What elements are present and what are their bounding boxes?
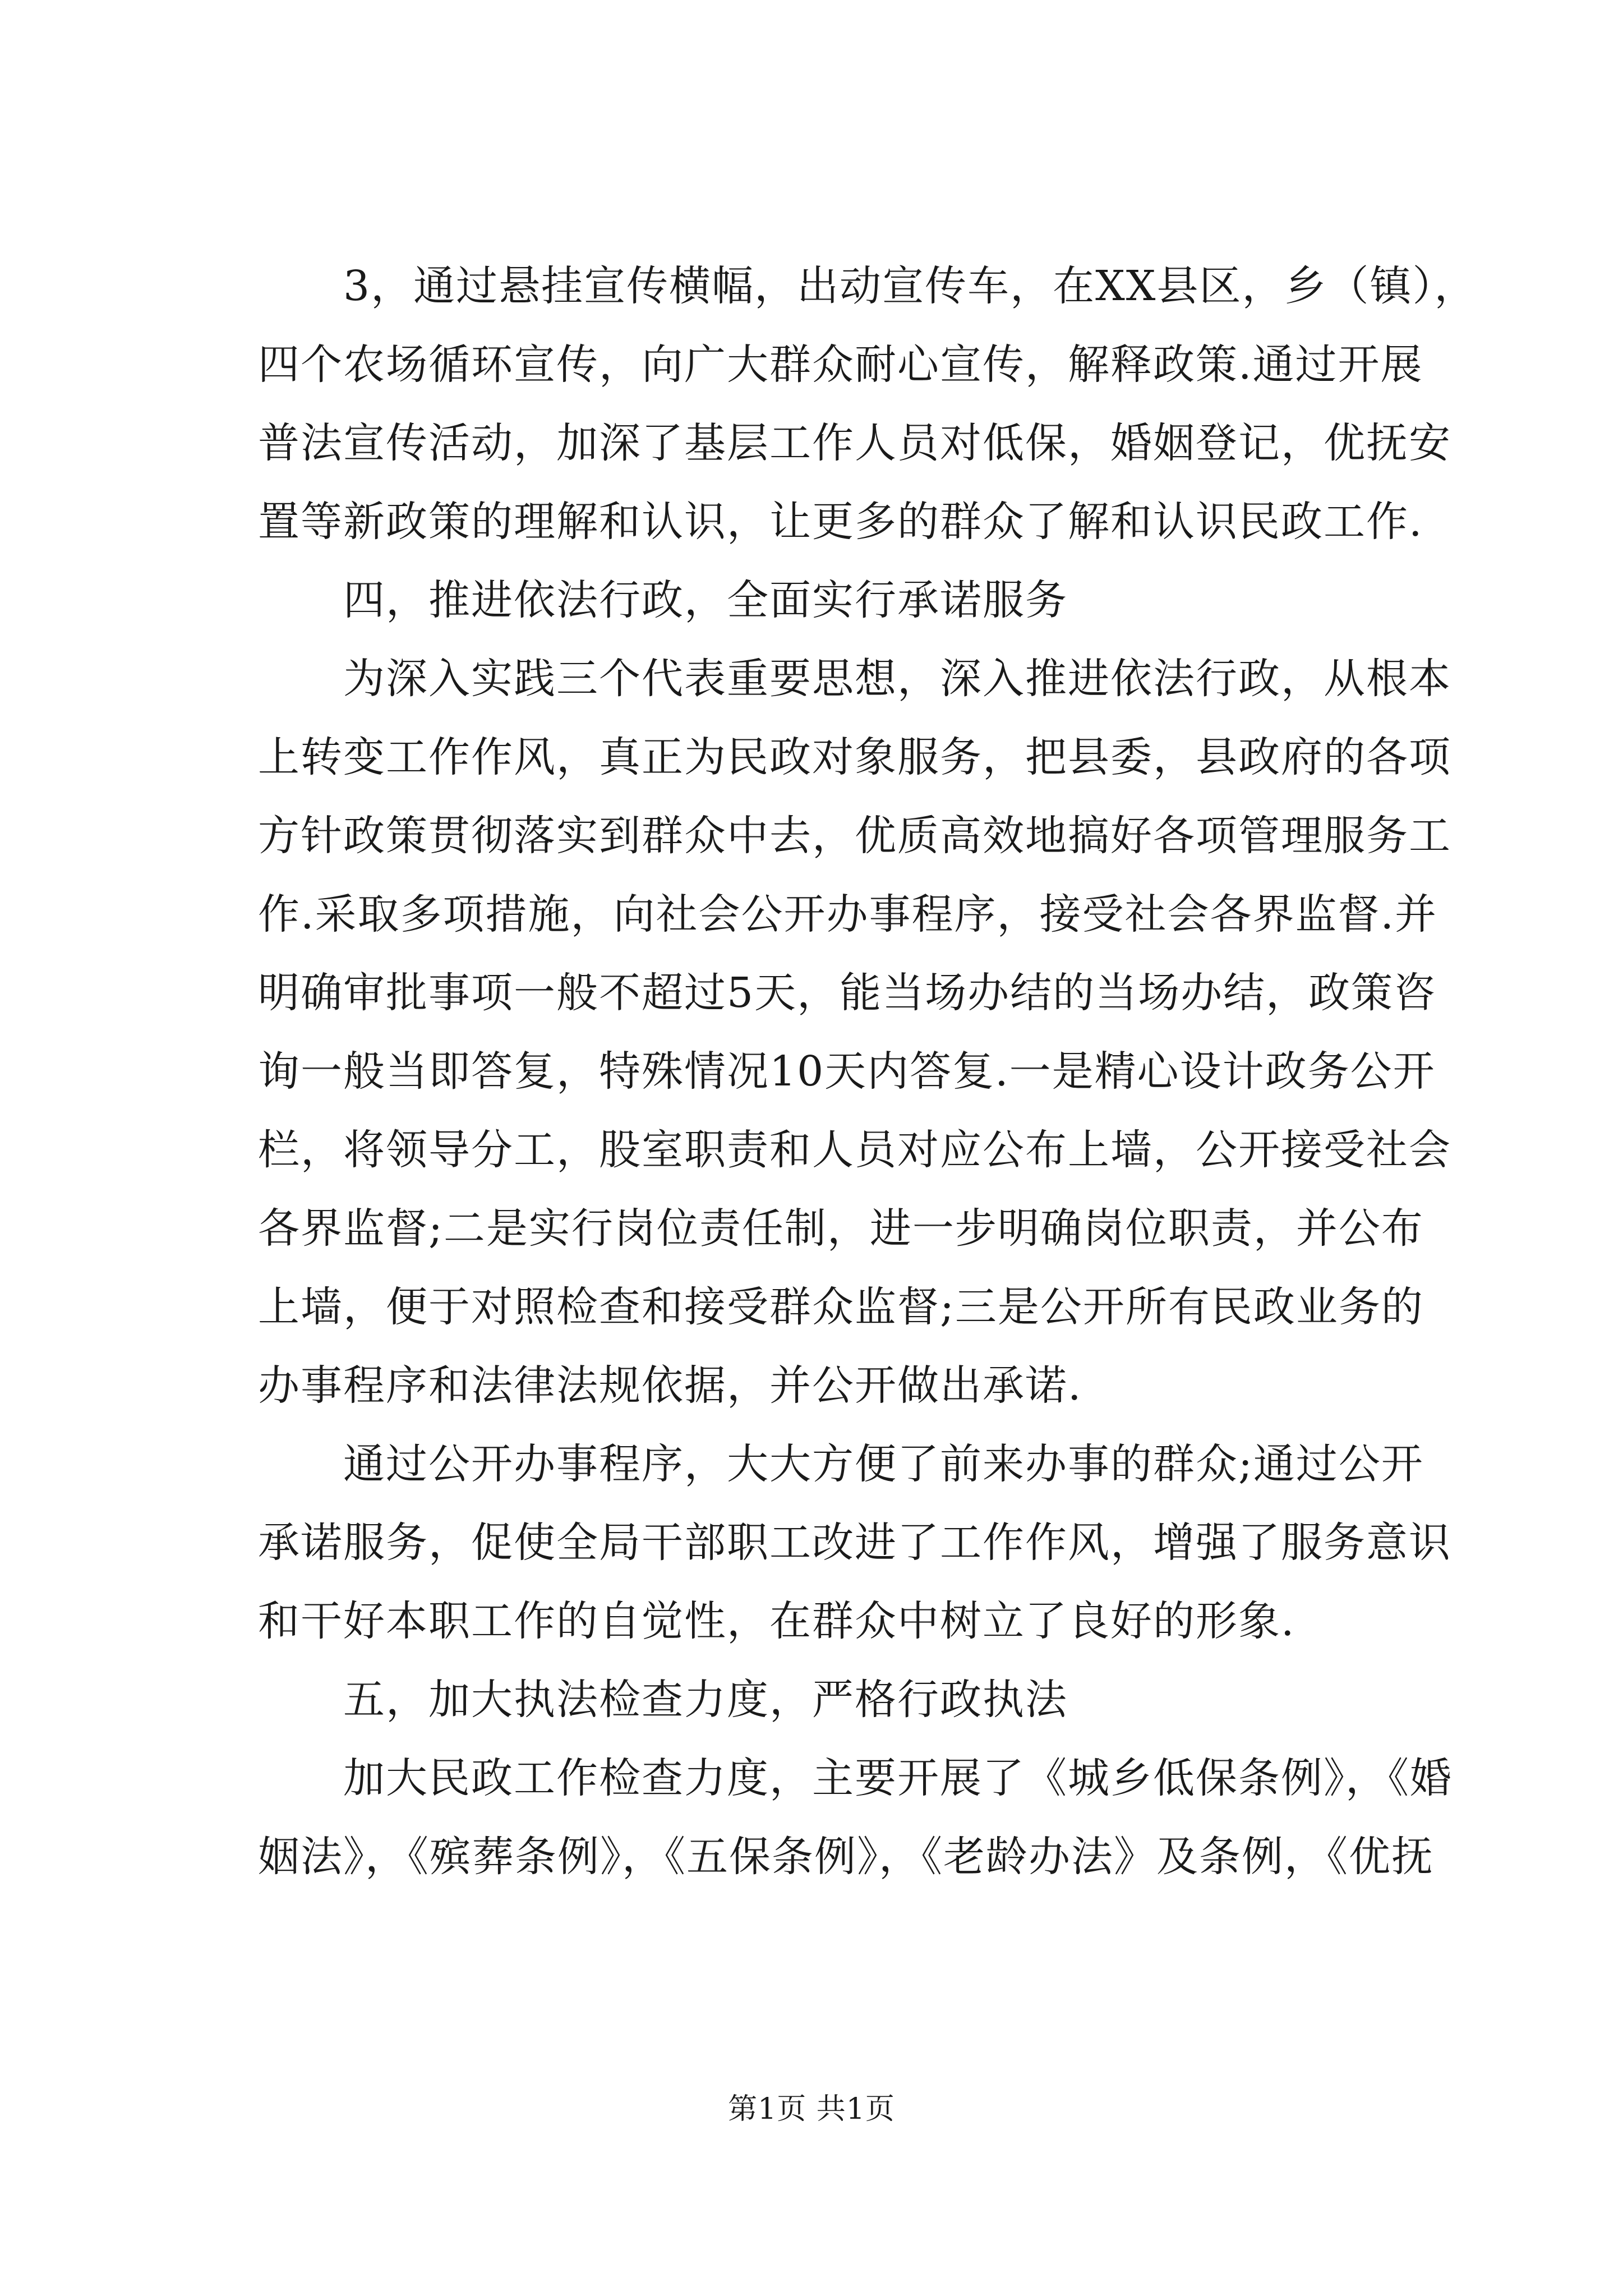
- text-line: 四个农场循环宣传，向广大群众耐心宣传，解释政策.通过开展: [258, 341, 1423, 389]
- document-body: [258, 247, 1477, 1896]
- text-line: 通过公开办事程序，大大方便了前来办事的群众;通过公开: [258, 1440, 1424, 1488]
- text-line: 置等新政策的理解和认识，让更多的群众了解和认识民政工作.: [258, 498, 1423, 546]
- text-line: 各界监督;二是实行岗位责任制，进一步明确岗位职责，并公布: [258, 1204, 1424, 1253]
- text-line: 方针政策贯彻落实到群众中去，优质高效地搞好各项管理服务工: [258, 812, 1451, 860]
- text-line: 上转变工作作风，真正为民政对象服务，把县委，县政府的各项: [258, 733, 1451, 781]
- text-line: 上墙，便于对照检查和接受群众监督;三是公开所有民政业务的: [258, 1283, 1424, 1331]
- text-line: 加大民政工作检查力度，主要开展了《城乡低保条例》，《婚: [258, 1754, 1453, 1802]
- text-line: 明确审批事项一般不超过5天，能当场办结的当场办结，政策咨: [258, 969, 1437, 1017]
- text-line: 询一般当即答复，特殊情况10天内答复.一是精心设计政务公开: [258, 1047, 1436, 1096]
- section-heading: 四，推进依法行政，全面实行承诺服务: [258, 576, 1068, 624]
- text-line: 3，通过悬挂宣传横幅，出动宣传车，在XX县区，乡（镇），: [258, 262, 1477, 310]
- text-line: 栏，将领导分工，股室职责和人员对应公布上墙，公开接受社会: [258, 1126, 1451, 1174]
- text-line: 办事程序和法律法规依据，并公开做出承诺.: [258, 1361, 1082, 1410]
- text-line: 和干好本职工作的自觉性，在群众中树立了良好的形象.: [258, 1597, 1295, 1645]
- text-line: 普法宣传活动，加深了基层工作人员对低保，婚姻登记，优抚安: [258, 419, 1451, 467]
- page-footer: 第1页 共1页: [728, 2092, 895, 2126]
- section-heading: 五，加大执法检查力度，严格行政执法: [258, 1676, 1068, 1724]
- text-line: 承诺服务，促使全局干部职工改进了工作作风，增强了服务意识: [258, 1519, 1451, 1567]
- text-line: 为深入实践三个代表重要思想，深入推进依法行政，从根本: [258, 655, 1451, 703]
- text-line: 姻法》，《殡葬条例》，《五保条例》，《老龄办法》及条例，《优抚: [258, 1833, 1434, 1881]
- text-line: 作.采取多项措施，向社会公开办事程序，接受社会各界监督.并: [258, 890, 1438, 938]
